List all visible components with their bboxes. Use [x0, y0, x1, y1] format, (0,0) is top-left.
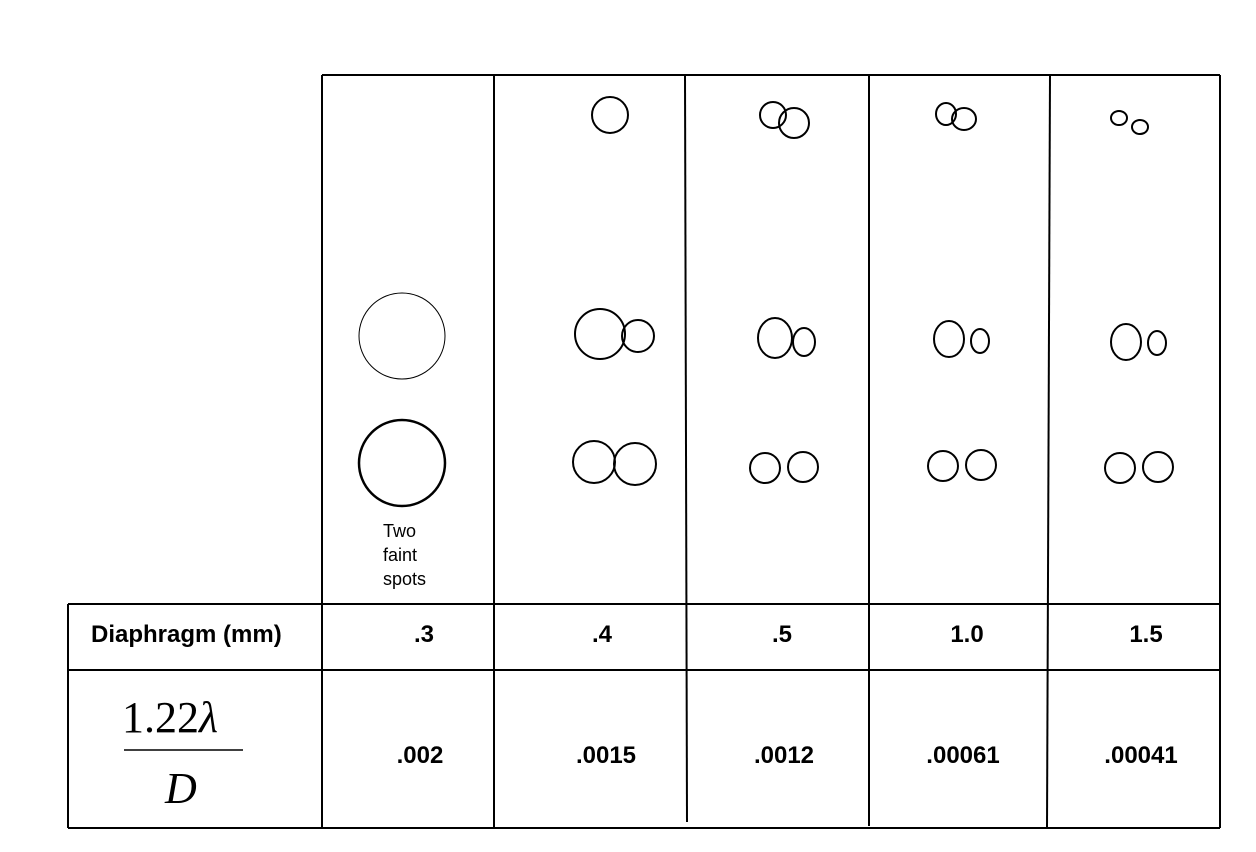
formula-numerator: [122, 693, 218, 742]
spot-col3-bottom-left: [750, 453, 780, 483]
diaphragm-values-row: [414, 621, 1163, 648]
spot-col5-bottom-left: [1105, 453, 1135, 483]
note-two-faint-spots: [383, 521, 426, 589]
grid-col-divider-4: [1047, 75, 1050, 828]
diffraction-spots: [359, 97, 1173, 506]
diaphragm-value: 1.0: [950, 621, 984, 648]
spot-col5-top-left: [1111, 111, 1127, 125]
resolution-value: .0015: [575, 742, 637, 769]
spot-col1-middle-single: [359, 293, 445, 379]
spot-col4-middle-left: [934, 321, 964, 357]
spot-col4-middle-right: [971, 329, 989, 353]
spot-col4-bottom-right: [966, 450, 996, 480]
resolution-value: .00061: [926, 742, 1000, 769]
spot-col3-middle-left: [758, 318, 792, 358]
spot-col5-top-right: [1132, 120, 1148, 134]
grid-col-divider-2: [685, 75, 687, 822]
spot-col5-bottom-right: [1143, 452, 1173, 482]
spot-col2-top-single: [592, 97, 628, 133]
resolution-values-row: [397, 742, 1178, 769]
spot-col2-bottom-right: [614, 443, 656, 485]
resolution-value: .0012: [753, 742, 815, 769]
row-header-formula: [122, 693, 243, 813]
spot-col5-middle-right: [1148, 331, 1166, 355]
resolution-value: .00041: [1104, 742, 1178, 769]
spot-col2-middle-left: [575, 309, 625, 359]
spot-col2-middle-right: [622, 320, 654, 352]
formula-denominator: D: [165, 764, 197, 813]
spot-col1-bottom-single: [359, 420, 445, 506]
spot-col2-bottom-left: [573, 441, 615, 483]
diaphragm-value: .4: [591, 621, 613, 648]
diaphragm-value: .5: [771, 621, 793, 648]
spot-col3-middle-right: [793, 328, 815, 356]
formula-number: 1.22: [122, 693, 199, 742]
table-grid: [68, 75, 1220, 828]
resolution-value: .002: [396, 742, 444, 769]
formula-lambda: λ: [199, 693, 219, 742]
spot-col4-bottom-left: [928, 451, 958, 481]
note-line-2: faint: [383, 545, 418, 565]
spot-col3-bottom-right: [788, 452, 818, 482]
row-header-diaphragm: Diaphragm (mm): [91, 621, 282, 648]
note-line-3: spots: [383, 569, 427, 589]
spot-col5-middle-left: [1111, 324, 1141, 360]
diaphragm-value: 1.5: [1129, 621, 1163, 648]
note-line-1: Two: [383, 521, 417, 541]
diaphragm-value: .3: [413, 621, 435, 648]
